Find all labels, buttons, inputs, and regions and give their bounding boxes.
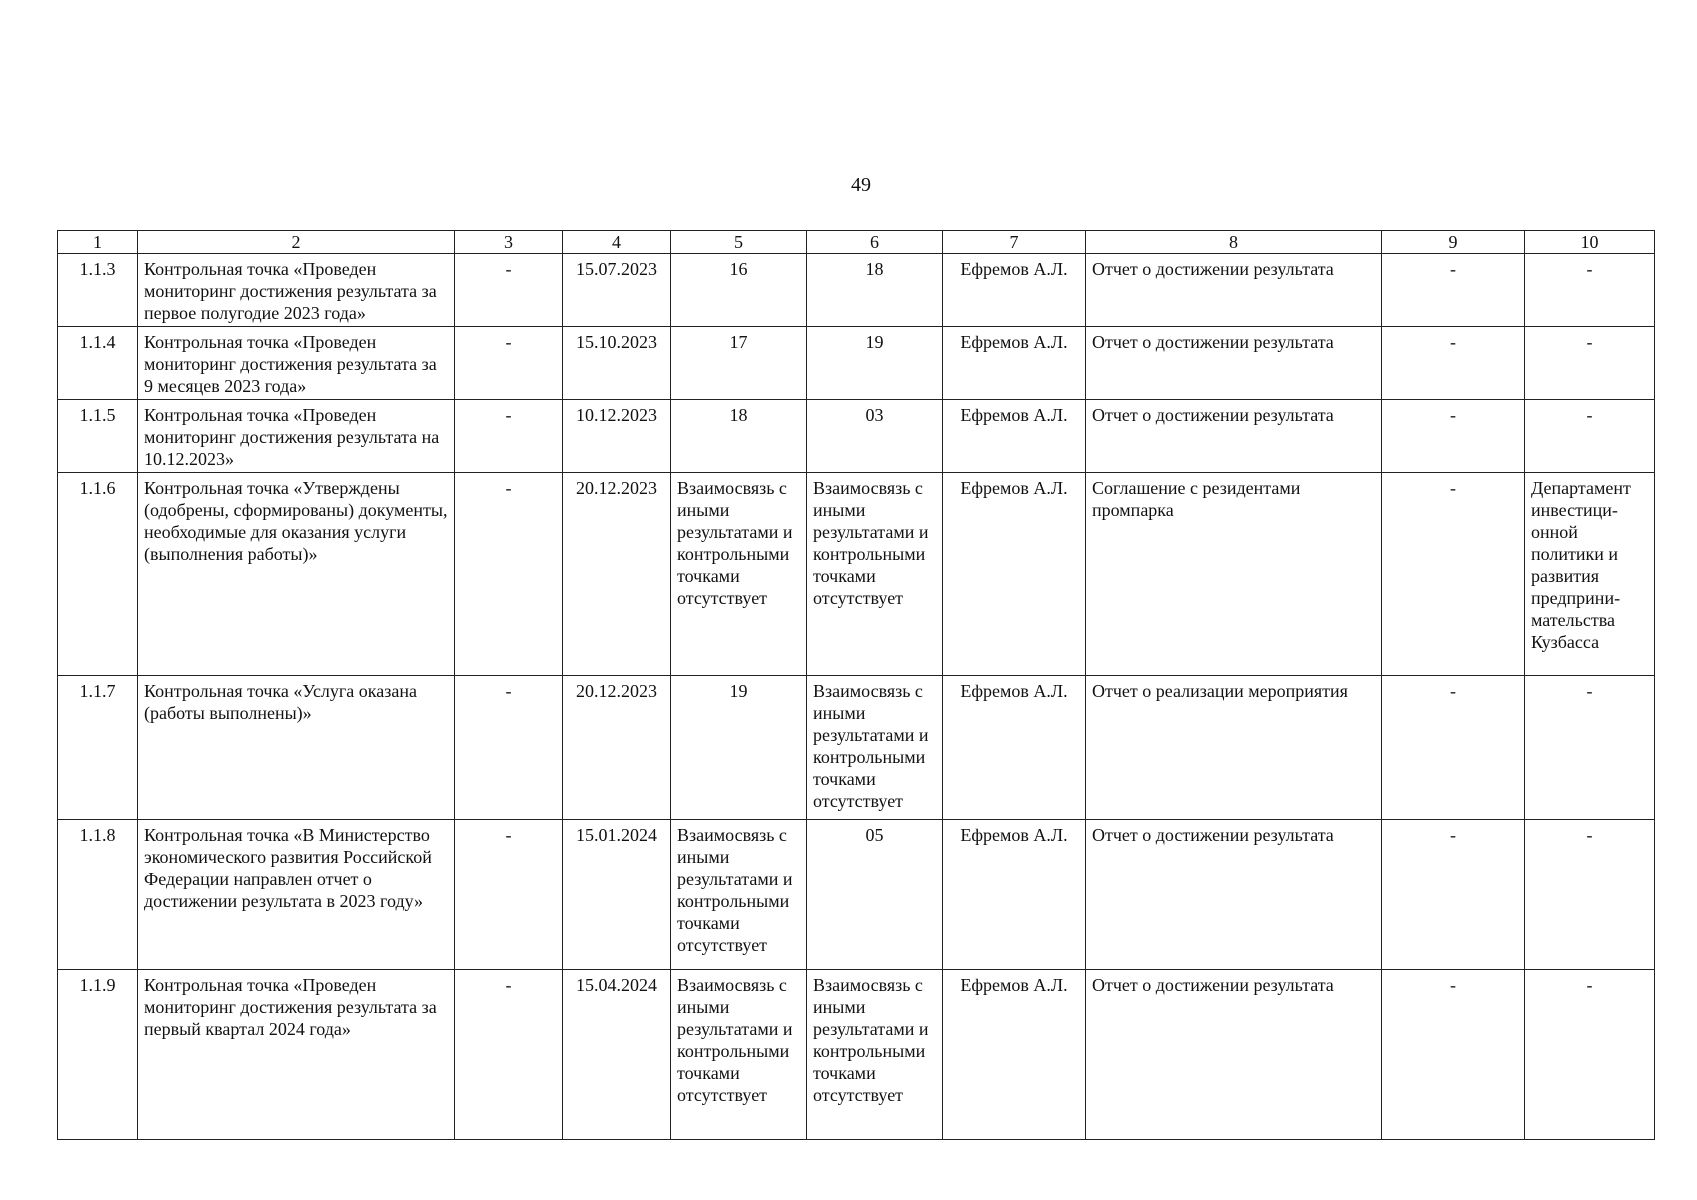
row-number: 1.1.3 xyxy=(58,254,138,327)
column-header: 10 xyxy=(1525,231,1655,254)
control-point-name: Контрольная точка «Проведен мониторинг достижения результата за первый квартал 2024 года» xyxy=(138,970,455,1140)
cell-col5: Взаимосвязь с иными результатами и контрольными точками отсутствует xyxy=(671,820,807,970)
row-number: 1.1.9 xyxy=(58,970,138,1140)
column-header: 6 xyxy=(807,231,943,254)
header-row xyxy=(58,231,1655,254)
cell-col3: - xyxy=(455,970,563,1140)
page-number: 49 xyxy=(851,174,871,196)
cell-col9: - xyxy=(1382,327,1525,400)
column-header: 2 xyxy=(138,231,455,254)
due-date: 15.07.2023 xyxy=(563,254,671,327)
cell-col3: - xyxy=(455,820,563,970)
table-row xyxy=(58,400,1655,473)
cell-col5: 19 xyxy=(671,676,807,820)
cell-col10: - xyxy=(1525,970,1655,1140)
column-header: 8 xyxy=(1086,231,1382,254)
control-point-name: Контрольная точка «Проведен мониторинг достижения результата за первое полугодие 2023 года» xyxy=(138,254,455,327)
column-header: 7 xyxy=(943,231,1086,254)
cell-col10: - xyxy=(1525,327,1655,400)
cell-col9: - xyxy=(1382,254,1525,327)
responsible-person: Ефремов А.Л. xyxy=(943,473,1086,676)
cell-col3: - xyxy=(455,676,563,820)
cell-col5: Взаимосвязь с иными результатами и контрольными точками отсутствует xyxy=(671,970,807,1140)
cell-col3: - xyxy=(455,254,563,327)
row-number: 1.1.6 xyxy=(58,473,138,676)
cell-col10: - xyxy=(1525,254,1655,327)
cell-col6: 19 xyxy=(807,327,943,400)
responsible-person: Ефремов А.Л. xyxy=(943,400,1086,473)
responsible-person: Ефремов А.Л. xyxy=(943,820,1086,970)
cell-col6: Взаимосвязь с иными результатами и контрольными точками отсутствует xyxy=(807,970,943,1140)
cell-col5: Взаимосвязь с иными результатами и контрольными точками отсутствует xyxy=(671,473,807,676)
row-number: 1.1.5 xyxy=(58,400,138,473)
responsible-person: Ефремов А.Л. xyxy=(943,254,1086,327)
cell-col3: - xyxy=(455,400,563,473)
responsible-person: Ефремов А.Л. xyxy=(943,327,1086,400)
row-number: 1.1.8 xyxy=(58,820,138,970)
due-date: 20.12.2023 xyxy=(563,473,671,676)
table-row xyxy=(58,676,1655,820)
control-points-table xyxy=(57,230,1655,1140)
control-point-name: Контрольная точка «Утверждены (одобрены, сформированы) документы, необходимые для оказания услуги (выполнения работы)» xyxy=(138,473,455,676)
table-row xyxy=(58,820,1655,970)
cell-col6: Взаимосвязь с иными результатами и контрольными точками отсутствует xyxy=(807,473,943,676)
cell-col10: - xyxy=(1525,676,1655,820)
responsible-person: Ефремов А.Л. xyxy=(943,676,1086,820)
cell-col5: 17 xyxy=(671,327,807,400)
cell-col9: - xyxy=(1382,473,1525,676)
cell-col9: - xyxy=(1382,820,1525,970)
document-type: Отчет о достижении результата xyxy=(1086,400,1382,473)
cell-col10: Департамент инвестици-онной политики и развития предприни-мательства Кузбасса xyxy=(1525,473,1655,676)
document-type: Отчет о достижении результата xyxy=(1086,327,1382,400)
control-point-name: Контрольная точка «Проведен мониторинг достижения результата за 9 месяцев 2023 года» xyxy=(138,327,455,400)
document-type: Соглашение с резидентами промпарка xyxy=(1086,473,1382,676)
column-header: 3 xyxy=(455,231,563,254)
due-date: 20.12.2023 xyxy=(563,676,671,820)
row-number: 1.1.7 xyxy=(58,676,138,820)
due-date: 15.01.2024 xyxy=(563,820,671,970)
row-number: 1.1.4 xyxy=(58,327,138,400)
table-row xyxy=(58,473,1655,676)
cell-col5: 18 xyxy=(671,400,807,473)
responsible-person: Ефремов А.Л. xyxy=(943,970,1086,1140)
column-header: 9 xyxy=(1382,231,1525,254)
control-point-name: Контрольная точка «Услуга оказана (работы выполнены)» xyxy=(138,676,455,820)
document-type: Отчет о достижении результата xyxy=(1086,820,1382,970)
document-type: Отчет о достижении результата xyxy=(1086,254,1382,327)
column-header: 5 xyxy=(671,231,807,254)
control-point-name: Контрольная точка «Проведен мониторинг достижения результата на 10.12.2023» xyxy=(138,400,455,473)
due-date: 10.12.2023 xyxy=(563,400,671,473)
cell-col9: - xyxy=(1382,676,1525,820)
column-header: 1 xyxy=(58,231,138,254)
table-row xyxy=(58,327,1655,400)
cell-col9: - xyxy=(1382,400,1525,473)
document-type: Отчет о достижении результата xyxy=(1086,970,1382,1140)
cell-col3: - xyxy=(455,327,563,400)
cell-col6: Взаимосвязь с иными результатами и контрольными точками отсутствует xyxy=(807,676,943,820)
cell-col3: - xyxy=(455,473,563,676)
cell-col5: 16 xyxy=(671,254,807,327)
cell-col9: - xyxy=(1382,970,1525,1140)
cell-col6: 05 xyxy=(807,820,943,970)
table-row xyxy=(58,254,1655,327)
cell-col10: - xyxy=(1525,820,1655,970)
table-row xyxy=(58,970,1655,1140)
cell-col6: 03 xyxy=(807,400,943,473)
column-header: 4 xyxy=(563,231,671,254)
document-type: Отчет о реализации мероприятия xyxy=(1086,676,1382,820)
cell-col10: - xyxy=(1525,400,1655,473)
due-date: 15.10.2023 xyxy=(563,327,671,400)
control-point-name: Контрольная точка «В Министерство экономического развития Российской Федерации направлен отчет о достижении результата в 2023 году» xyxy=(138,820,455,970)
due-date: 15.04.2024 xyxy=(563,970,671,1140)
cell-col6: 18 xyxy=(807,254,943,327)
